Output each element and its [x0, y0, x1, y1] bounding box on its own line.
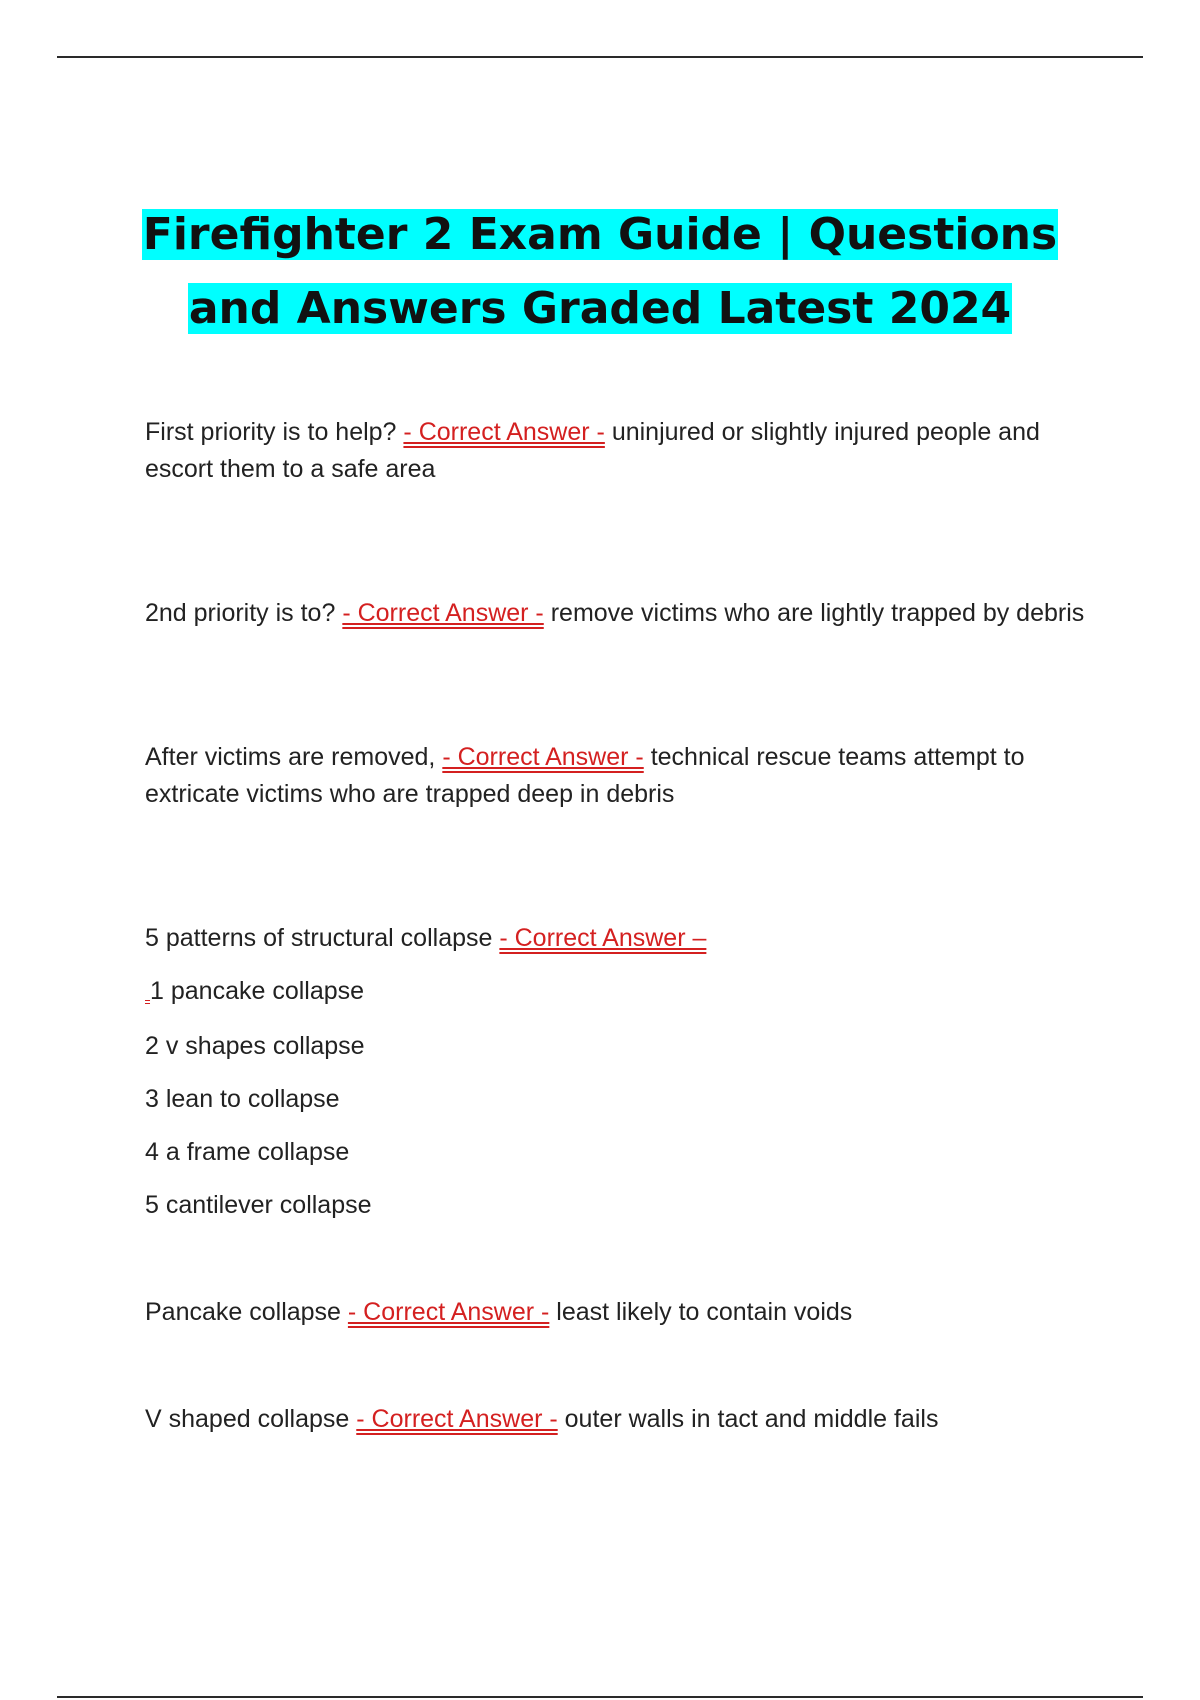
correct-answer-marker: - Correct Answer -: [347, 1298, 550, 1326]
correct-answer-marker: - Correct Answer –: [499, 924, 707, 952]
answer-text: technical rescue teams attempt to extricate victims who are trapped deep in debris: [145, 743, 1025, 808]
title-line-2: and Answers Graded Latest 2024: [188, 283, 1012, 334]
answer-text: uninjured or slightly injured people and escort them to a safe area: [145, 418, 1040, 483]
correct-answer-marker: - Correct Answer -: [403, 418, 605, 446]
list-item: 1 pancake collapse: [145, 973, 1095, 1012]
qa-item: [145, 920, 1095, 957]
list-item: 5 cantilever collapse: [145, 1191, 372, 1219]
question-text: First priority is to help?: [145, 418, 404, 446]
qa-item: [145, 1401, 1095, 1438]
question-text: 2nd priority is to?: [145, 599, 343, 627]
correct-answer-marker: - Correct Answer -: [356, 1405, 558, 1433]
collapse-patterns-list: [145, 973, 1095, 1224]
answer-text: least likely to contain voids: [556, 1298, 853, 1326]
qa-item: [145, 414, 1095, 488]
question-text: After victims are removed,: [145, 743, 443, 771]
qa-item: [145, 1294, 1095, 1331]
list-item: 3 lean to collapse: [145, 1085, 340, 1113]
header-rule: [57, 56, 1143, 58]
correct-answer-marker: - Correct Answer -: [342, 599, 544, 627]
question-text: Pancake collapse: [145, 1298, 348, 1326]
question-text: V shaped collapse: [145, 1405, 357, 1433]
list-item: 2 v shapes collapse: [145, 1032, 365, 1060]
list-item: 4 a frame collapse: [145, 1138, 350, 1166]
document-body: [145, 414, 1095, 1438]
qa-item: [145, 739, 1095, 813]
document-title: [0, 198, 1200, 346]
footer-rule: [57, 1696, 1143, 1698]
question-text: 5 patterns of structural collapse: [145, 924, 500, 952]
correct-answer-marker: - Correct Answer -: [442, 743, 644, 771]
title-line-1: Firefighter 2 Exam Guide | Questions: [142, 209, 1058, 260]
answer-text: outer walls in tact and middle fails: [564, 1405, 939, 1433]
qa-item: [145, 595, 1095, 632]
answer-text: remove victims who are lightly trapped by debris: [550, 599, 1085, 627]
